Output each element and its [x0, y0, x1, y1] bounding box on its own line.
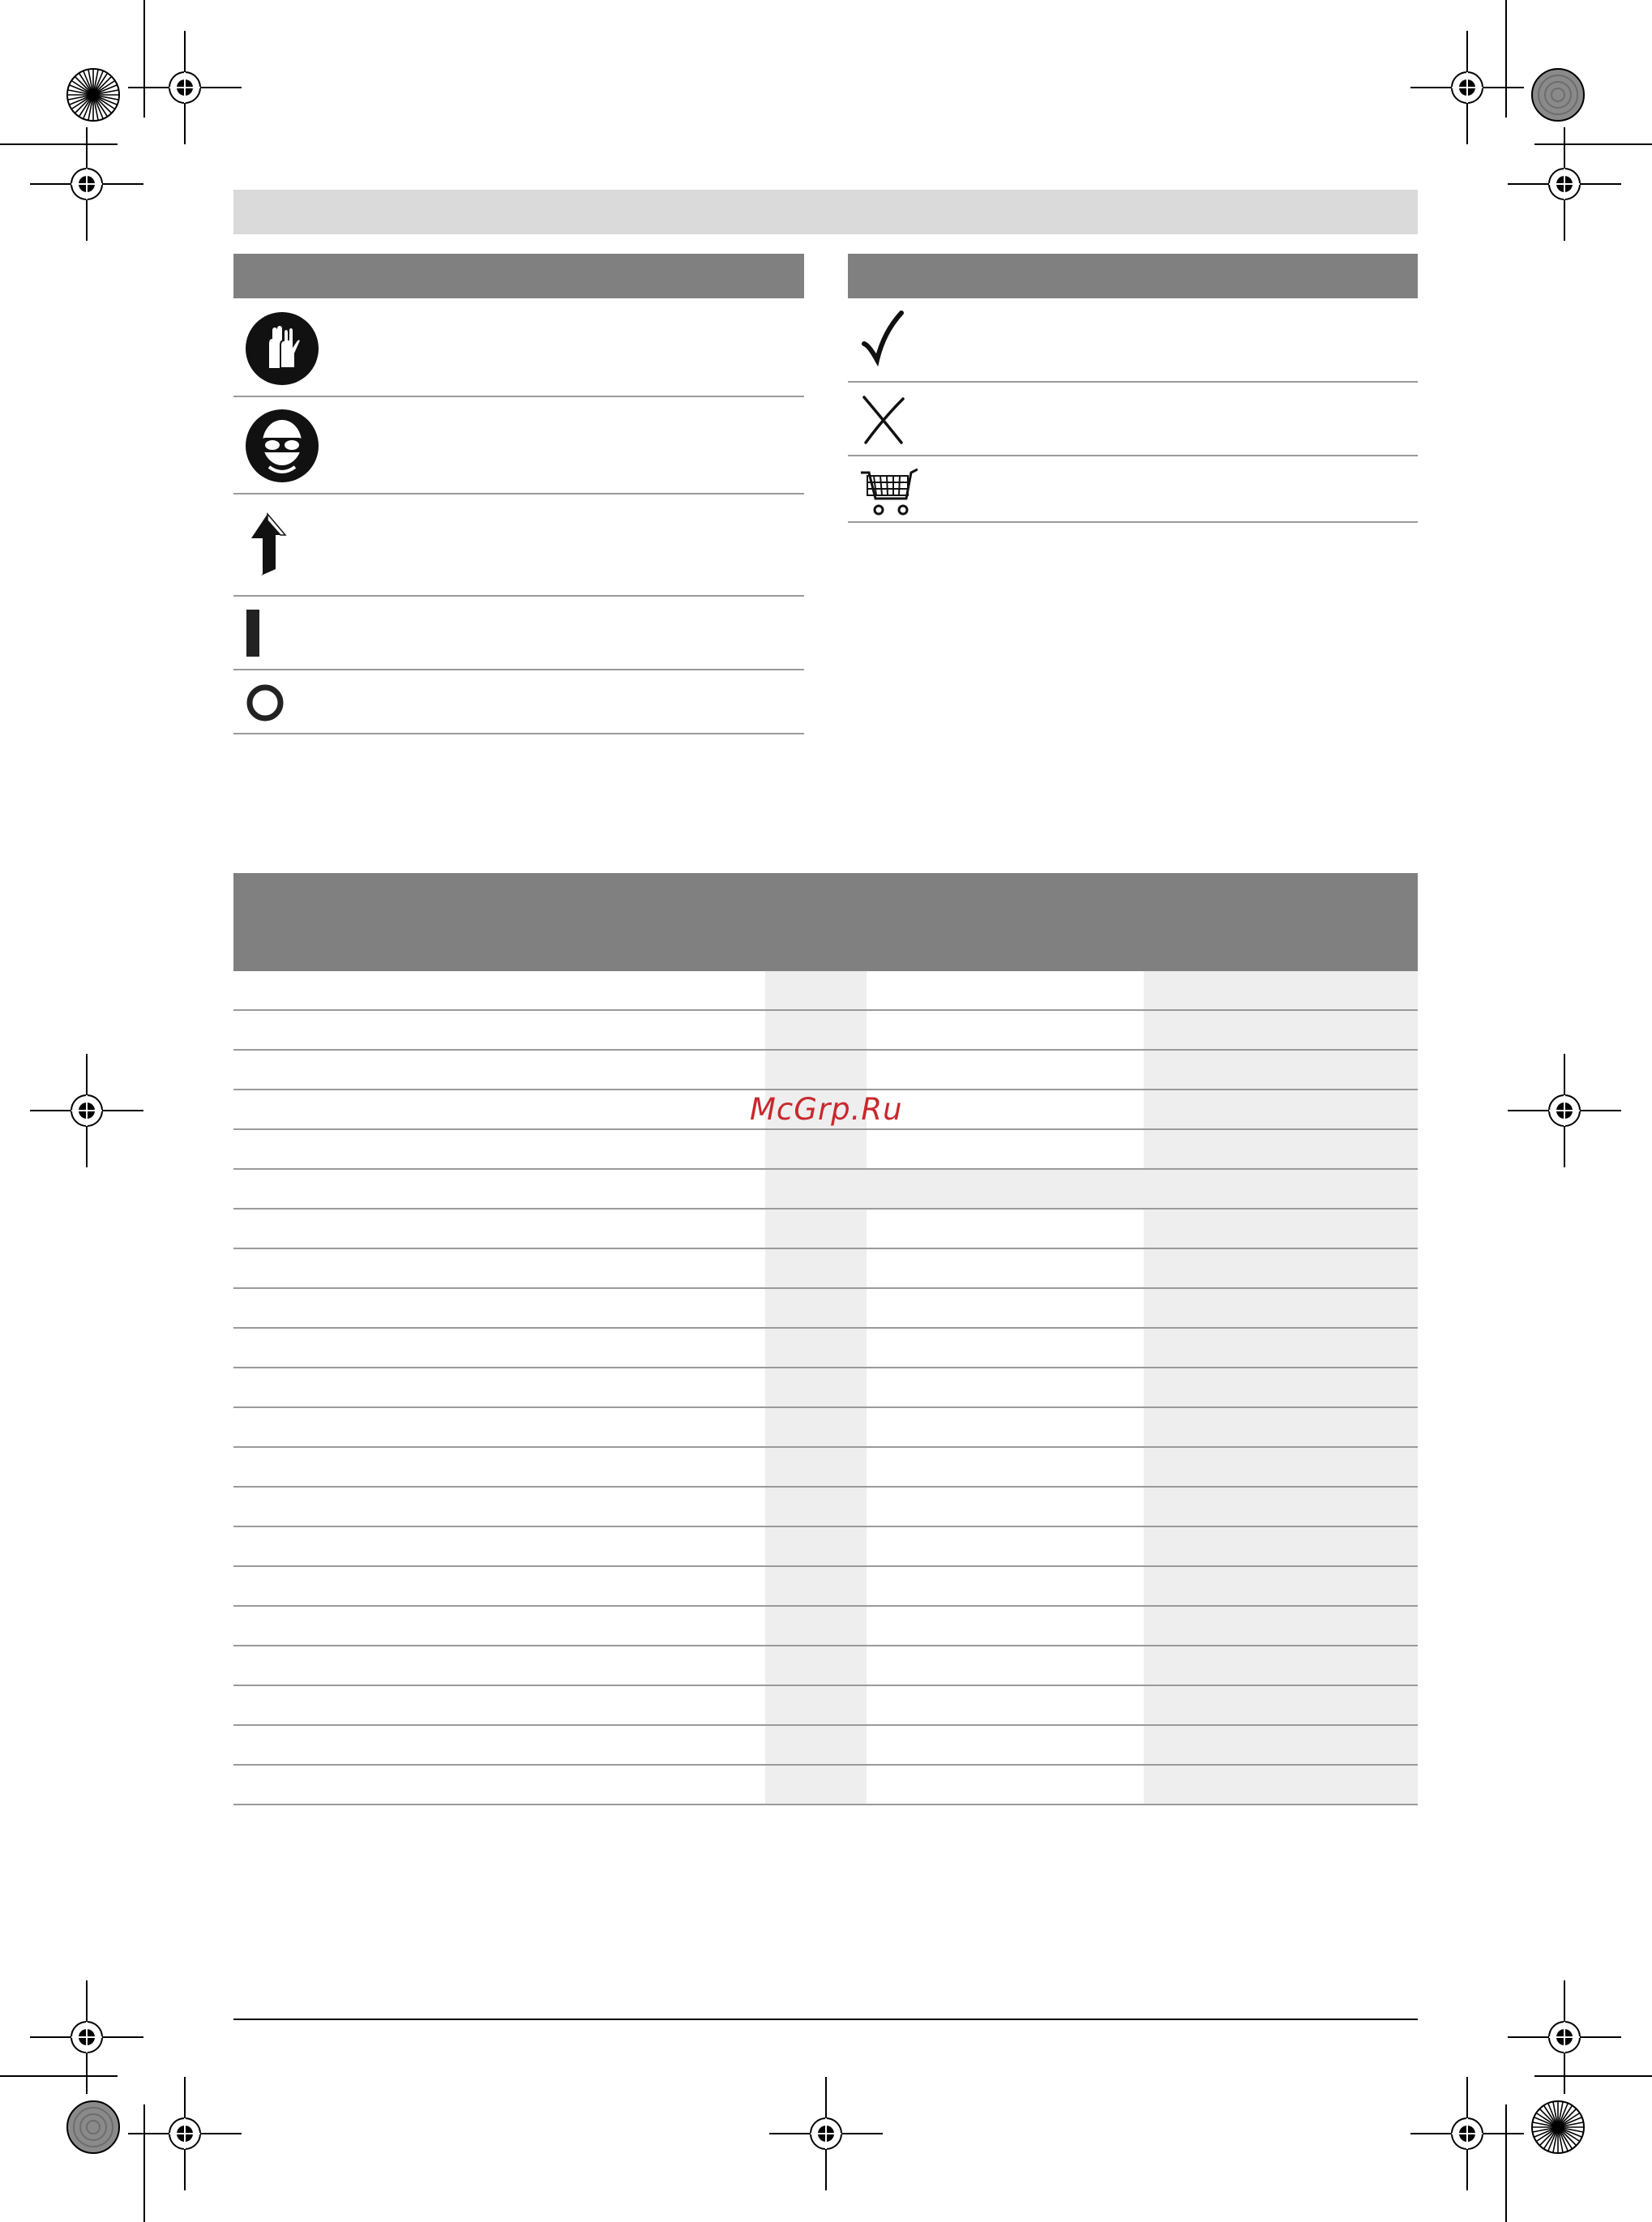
table-cell — [233, 1726, 765, 1764]
table-cell — [1144, 1249, 1418, 1287]
table-cell — [765, 1051, 867, 1089]
crosshair-mark — [1508, 1054, 1621, 1167]
on-bar-icon — [245, 610, 261, 657]
table-cell — [233, 1408, 765, 1446]
table-cell — [765, 1011, 867, 1049]
table-row — [233, 1646, 1418, 1686]
table-header — [233, 873, 1418, 971]
table-row — [233, 1726, 1418, 1766]
table-cell — [1144, 1289, 1418, 1327]
table-cell — [233, 1289, 765, 1327]
table-cell — [1144, 1408, 1418, 1446]
table-cell — [765, 1607, 867, 1645]
table-cell — [867, 1448, 1144, 1486]
symbol-row — [848, 456, 1418, 523]
table-cell — [765, 1209, 867, 1248]
table-row — [233, 1011, 1418, 1051]
table-cell — [233, 1448, 765, 1486]
table-cell — [867, 1607, 1144, 1645]
table-cell — [1144, 971, 1418, 1009]
up-arrow-icon — [245, 511, 293, 579]
symbol-row — [848, 298, 1418, 383]
table-cell — [765, 1289, 867, 1327]
table-cell — [867, 1567, 1144, 1605]
table-row — [233, 1130, 1418, 1170]
table-cell — [1144, 1607, 1418, 1645]
footer-rule — [233, 2019, 1418, 2020]
cross-icon — [859, 394, 908, 446]
table-cell — [1144, 1686, 1418, 1724]
page-header-band — [233, 190, 1418, 234]
table-row — [233, 1051, 1418, 1090]
symbol-row — [233, 670, 804, 734]
table-cell — [233, 1329, 765, 1367]
table-cell — [867, 1289, 1144, 1327]
table-cell — [233, 1527, 765, 1565]
symbol-row — [233, 597, 804, 670]
table-row — [233, 1289, 1418, 1329]
table-cell — [1144, 1368, 1418, 1406]
symbol-row — [233, 494, 804, 597]
table-cell — [233, 1766, 765, 1804]
table-cell — [1144, 1011, 1418, 1049]
panel-header — [233, 254, 804, 298]
table-row — [233, 1448, 1418, 1488]
table-row — [233, 1329, 1418, 1368]
table-cell — [867, 1368, 1144, 1406]
table-row — [233, 1249, 1418, 1289]
table-cell — [867, 1051, 1144, 1089]
table-row — [233, 1686, 1418, 1726]
panel-header — [848, 254, 1418, 298]
table-cell — [765, 1408, 867, 1446]
table-cell — [867, 1249, 1144, 1287]
table-cell — [867, 1527, 1144, 1565]
table-cell — [867, 1726, 1144, 1764]
symbols-panel-right — [848, 254, 1418, 523]
symbol-row — [233, 298, 804, 397]
crosshair-mark — [30, 1054, 143, 1167]
table-cell — [867, 1090, 1144, 1128]
off-circle-icon — [245, 683, 285, 723]
table-cell — [867, 1209, 1144, 1248]
table-cell — [765, 1646, 867, 1685]
table-cell — [765, 1448, 867, 1486]
symbol-row — [233, 397, 804, 494]
table-cell — [867, 1488, 1144, 1526]
table-cell — [233, 1567, 765, 1605]
checkmark-icon — [859, 310, 908, 368]
table-cell — [765, 1766, 867, 1804]
table-cell — [233, 1130, 765, 1168]
table-row — [233, 1488, 1418, 1527]
gloves-icon — [245, 311, 319, 386]
table-row — [233, 1607, 1418, 1646]
table-cell — [233, 1209, 765, 1248]
goggles-icon — [245, 409, 319, 483]
table-cell — [1144, 1726, 1418, 1764]
watermark-text: McGrp.Ru — [750, 1092, 903, 1127]
table-row — [233, 1209, 1418, 1249]
table-cell — [765, 1567, 867, 1605]
table-cell — [233, 1646, 765, 1685]
technical-data-table — [233, 873, 1418, 1805]
crosshair-mark — [769, 2077, 883, 2190]
table-cell — [765, 1249, 867, 1287]
table-cell — [867, 1766, 1144, 1804]
table-cell — [867, 1408, 1144, 1446]
table-cell — [233, 971, 765, 1009]
table-row — [233, 971, 1418, 1011]
table-cell — [765, 971, 867, 1009]
table-row — [233, 1766, 1418, 1805]
table-cell — [765, 1130, 867, 1168]
table-cell — [765, 1329, 867, 1367]
table-cell — [233, 1011, 765, 1049]
table-row — [233, 1368, 1418, 1408]
table-cell — [1144, 1329, 1418, 1367]
table-cell — [233, 1368, 765, 1406]
table-cell — [1144, 1567, 1418, 1605]
table-cell — [1144, 1766, 1418, 1804]
table-cell — [765, 1368, 867, 1406]
table-row — [233, 1527, 1418, 1567]
table-cell — [867, 1011, 1144, 1049]
table-cell — [233, 1488, 765, 1526]
table-cell — [867, 1686, 1144, 1724]
table-cell — [1144, 1090, 1418, 1128]
grey-target-mark — [1532, 69, 1584, 121]
symbol-row — [848, 383, 1418, 456]
table-cell — [765, 1170, 1418, 1208]
table-cell — [1144, 1646, 1418, 1685]
table-cell — [867, 1646, 1144, 1685]
table-cell — [233, 1607, 765, 1645]
starburst-mark — [1532, 2101, 1584, 2153]
table-cell — [1144, 1488, 1418, 1526]
table-cell — [233, 1686, 765, 1724]
table-cell — [233, 1051, 765, 1089]
table-cell — [867, 1130, 1144, 1168]
starburst-mark — [67, 69, 119, 121]
table-cell — [1144, 1209, 1418, 1248]
table-cell — [765, 1527, 867, 1565]
table-cell — [765, 1488, 867, 1526]
table-cell — [233, 1090, 765, 1128]
table-cell — [233, 1170, 765, 1208]
table-cell — [1144, 1448, 1418, 1486]
table-row — [233, 1170, 1418, 1209]
table-row — [233, 1567, 1418, 1607]
table-cell — [1144, 1130, 1418, 1168]
table-cell — [867, 1329, 1144, 1367]
table-cell — [233, 1249, 765, 1287]
table-row — [233, 1408, 1418, 1448]
shopping-cart-icon — [859, 468, 918, 516]
table-cell — [765, 1726, 867, 1764]
grey-target-mark — [67, 2101, 119, 2153]
table-cell — [1144, 1527, 1418, 1565]
table-cell — [1144, 1051, 1418, 1089]
symbols-panel-left — [233, 254, 804, 734]
table-cell — [867, 971, 1144, 1009]
table-cell — [765, 1686, 867, 1724]
